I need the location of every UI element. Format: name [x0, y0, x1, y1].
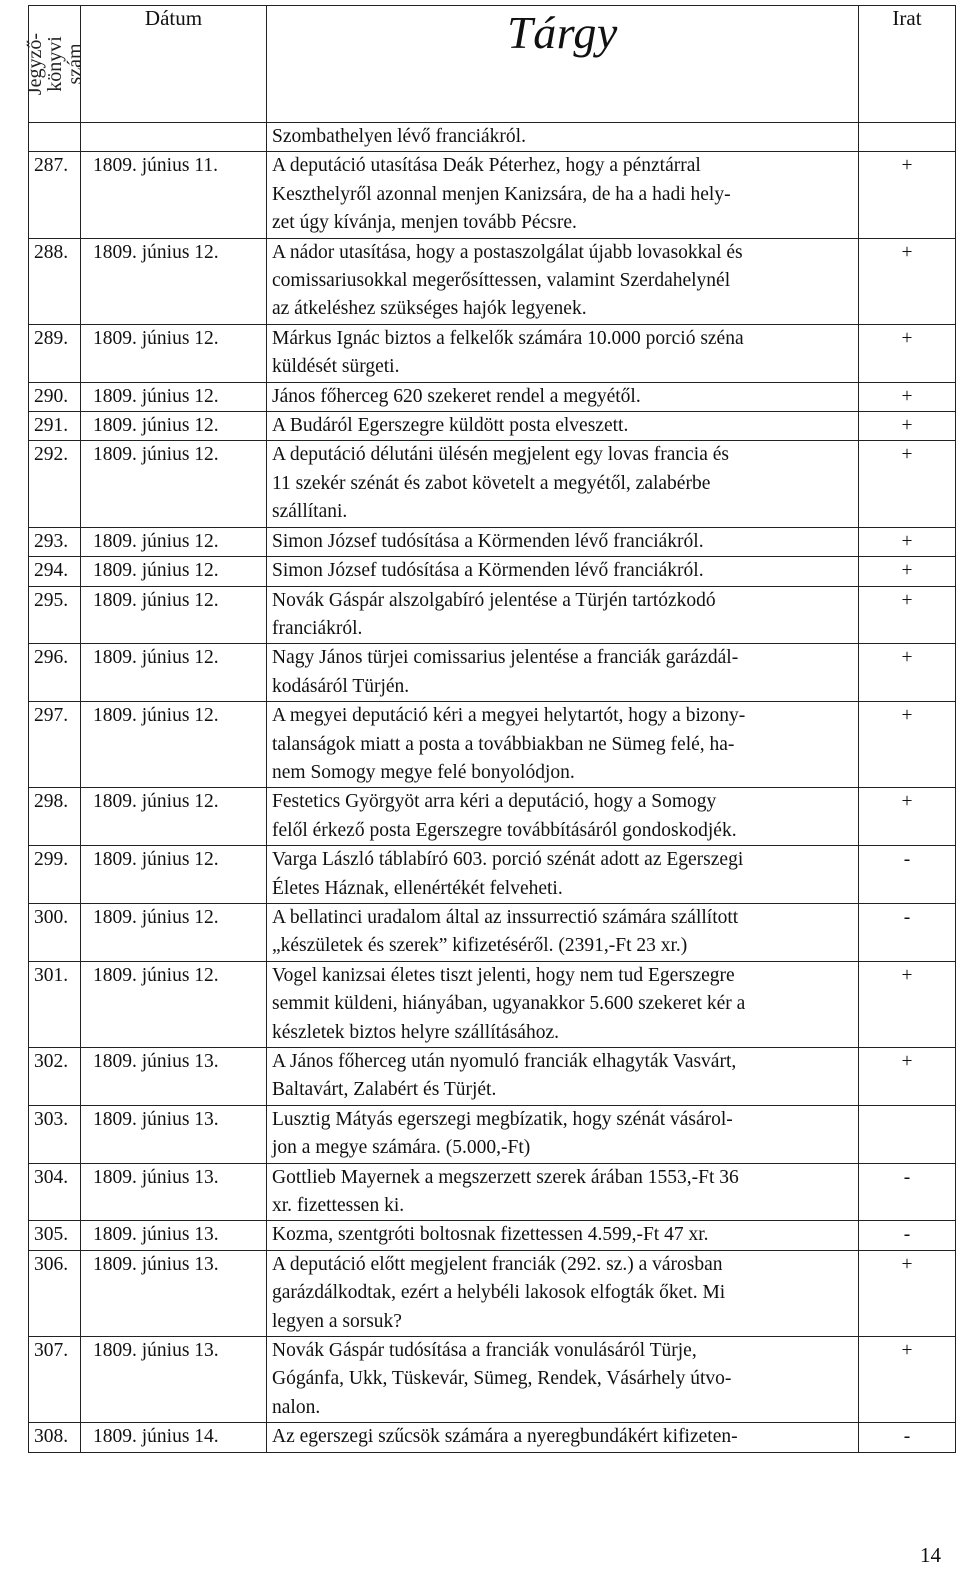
- record-number: 300.: [29, 903, 81, 961]
- subject-line: szállítani.: [272, 501, 348, 523]
- table-row: [29, 412, 956, 441]
- table-row: [29, 527, 956, 556]
- record-number: 293.: [29, 527, 81, 556]
- record-subject: [267, 324, 859, 382]
- page-number: 14: [920, 1543, 941, 1567]
- table-row: [29, 324, 956, 382]
- table-row: [29, 586, 956, 644]
- table-row: [29, 1048, 956, 1106]
- table-row: [29, 702, 956, 788]
- subject-line: A deputáció előtt megjelent franciák (292. sz.) a városban: [272, 1253, 723, 1275]
- record-subject: [267, 152, 859, 238]
- subject-line: legyen a sorsuk?: [272, 1310, 402, 1332]
- subject-line: A deputáció délutáni ülésén megjelent egy lovas francia és: [272, 444, 730, 466]
- header-subject: Tárgy: [267, 6, 859, 123]
- record-subject: [267, 1337, 859, 1423]
- record-subject: [267, 1250, 859, 1336]
- record-subject: [267, 903, 859, 961]
- record-number: 294.: [29, 557, 81, 586]
- subject-line: Kozma, szentgróti boltosnak fizettessen 4.599,-Ft 47 xr.: [272, 1224, 709, 1246]
- table-row: [29, 903, 956, 961]
- table-row: [29, 1163, 956, 1221]
- continuation-subject: Szombathelyen lévő franciákról.: [267, 123, 859, 152]
- record-subject: [267, 1163, 859, 1221]
- record-number: 299.: [29, 846, 81, 904]
- subject-line: talanságok miatt a posta a továbbiakban ne Sümeg felé, ha-: [272, 733, 735, 755]
- record-number: 291.: [29, 412, 81, 441]
- record-document-mark: -: [859, 1163, 956, 1221]
- table-row: [29, 1423, 956, 1452]
- subject-line: jon a megye számára. (5.000,-Ft): [272, 1137, 531, 1159]
- record-document-mark: +: [859, 961, 956, 1047]
- record-document-mark: +: [859, 1048, 956, 1106]
- subject-line: felől érkező posta Egerszegre továbbításáról gondoskodjék.: [272, 819, 737, 841]
- subject-line: A Budáról Egerszegre küldött posta elveszett.: [272, 415, 629, 437]
- table-row: [29, 961, 956, 1047]
- record-number: 287.: [29, 152, 81, 238]
- register-table: [23, 5, 956, 1453]
- record-subject: [267, 1105, 859, 1163]
- table-row: [29, 557, 956, 586]
- record-number: 298.: [29, 788, 81, 846]
- record-document-mark: +: [859, 382, 956, 411]
- subject-line: Varga László táblabíró 603. porció szénát adott az Egerszegi: [272, 849, 744, 871]
- subject-line: Az egerszegi szűcsök számára a nyeregbundákért kifizeten-: [272, 1426, 738, 1448]
- record-document-mark: +: [859, 527, 956, 556]
- subject-line: Nagy János türjei comissarius jelentése a franciák garázdál-: [272, 647, 739, 669]
- record-document-mark: +: [859, 324, 956, 382]
- record-date: 1809. június 13.: [81, 1250, 267, 1336]
- record-number: 296.: [29, 644, 81, 702]
- record-document-mark: +: [859, 644, 956, 702]
- subject-line: nalon.: [272, 1396, 321, 1418]
- table-row: [29, 238, 956, 324]
- subject-line: A János főherceg után nyomuló franciák elhagyták Vasvárt,: [272, 1051, 737, 1072]
- table-row: [29, 1105, 956, 1163]
- record-document-mark: +: [859, 702, 956, 788]
- record-number: 308.: [29, 1423, 81, 1452]
- record-number: 289.: [29, 324, 81, 382]
- subject-line: János főherceg 620 szekeret rendel a megyétől.: [272, 385, 641, 407]
- record-number: 295.: [29, 586, 81, 644]
- record-subject: [267, 788, 859, 846]
- record-document-mark: [859, 1105, 956, 1163]
- subject-line: comissariusokkal megerősíttessen, valamint Szerdahelynél: [272, 270, 731, 292]
- record-date: 1809. június 13.: [81, 1048, 267, 1106]
- table-row: [29, 152, 956, 238]
- record-number: 288.: [29, 238, 81, 324]
- record-number: 305.: [29, 1221, 81, 1250]
- subject-line: „készületek és szerek” kifizetéséről. (2391,-Ft 23 xr.): [272, 935, 688, 957]
- record-subject: [267, 527, 859, 556]
- record-subject: [267, 1048, 859, 1106]
- record-subject: [267, 1423, 859, 1452]
- subject-line: semmit küldeni, hiányában, ugyanakkor 5.600 szekeret kér a: [272, 993, 746, 1015]
- record-date: 1809. június 12.: [81, 903, 267, 961]
- record-document-mark: -: [859, 1423, 956, 1452]
- record-date: 1809. június 13.: [81, 1105, 267, 1163]
- subject-line: franciákról.: [272, 617, 363, 639]
- subject-line: nem Somogy megye felé bonyolódjon.: [272, 761, 575, 783]
- table-row: [29, 1337, 956, 1423]
- record-subject: [267, 412, 859, 441]
- record-document-mark: +: [859, 1337, 956, 1423]
- subject-line: A bellatinci uradalom által az inssurrectió számára szállított: [272, 906, 739, 928]
- record-number: 302.: [29, 1048, 81, 1106]
- header-row: [29, 6, 956, 123]
- record-subject: [267, 961, 859, 1047]
- subject-line: A megyei deputáció kéri a megyei helytartót, hogy a bizony-: [272, 705, 746, 727]
- header-document: Irat: [859, 6, 956, 123]
- header-record-number-label: Jegyző- könyvi szám: [23, 32, 86, 96]
- subject-line: xr. fizettessen ki.: [272, 1195, 405, 1217]
- record-number: 306.: [29, 1250, 81, 1336]
- table-row: [29, 441, 956, 527]
- record-date: 1809. június 12.: [81, 382, 267, 411]
- subject-line: Simon József tudósítása a Körmenden lévő franciákról.: [272, 530, 704, 552]
- record-subject: [267, 644, 859, 702]
- record-date: 1809. június 13.: [81, 1337, 267, 1423]
- record-document-mark: +: [859, 152, 956, 238]
- subject-line: Gottlieb Mayernek a megszerzett szerek árában 1553,-Ft 36: [272, 1166, 739, 1188]
- record-document-mark: -: [859, 846, 956, 904]
- table-row: [29, 846, 956, 904]
- subject-line: A nádor utasítása, hogy a postaszolgálat újabb lovasokkal és: [272, 241, 743, 263]
- table-row: [29, 1221, 956, 1250]
- record-date: 1809. június 11.: [81, 152, 267, 238]
- record-date: 1809. június 12.: [81, 324, 267, 382]
- subject-line: Festetics Györgyöt arra kéri a deputáció, hogy a Somogy: [272, 791, 717, 813]
- subject-line: Simon József tudósítása a Körmenden lévő franciákról.: [272, 560, 704, 582]
- subject-line: Márkus Ignác biztos a felkelők számára 10.000 porció széna: [272, 327, 744, 349]
- record-date: 1809. június 12.: [81, 527, 267, 556]
- subject-line: Vogel kanizsai életes tiszt jelenti, hogy nem tud Egerszegre: [272, 964, 735, 986]
- subject-line: Baltavárt, Zalabért és Türjét.: [272, 1079, 497, 1101]
- subject-line: Gógánfa, Ukk, Tüskevár, Sümeg, Rendek, Vásárhely útvo-: [272, 1368, 732, 1390]
- record-date: 1809. június 12.: [81, 412, 267, 441]
- continuation-row: [29, 123, 956, 152]
- record-date: 1809. június 12.: [81, 238, 267, 324]
- record-subject: [267, 702, 859, 788]
- record-subject: [267, 846, 859, 904]
- record-date: 1809. június 12.: [81, 961, 267, 1047]
- subject-line: A deputáció utasítása Deák Péterhez, hogy a pénztárral: [272, 155, 701, 177]
- record-date: 1809. június 12.: [81, 788, 267, 846]
- subject-line: Novák Gáspár tudósítása a franciák vonulásáról Türje,: [272, 1340, 697, 1362]
- record-number: 303.: [29, 1105, 81, 1163]
- record-document-mark: +: [859, 412, 956, 441]
- record-document-mark: +: [859, 441, 956, 527]
- table-row: [29, 382, 956, 411]
- subject-line: Életes Háznak, ellenértékét felveheti.: [272, 877, 563, 899]
- record-document-mark: +: [859, 1250, 956, 1336]
- record-date: 1809. június 14.: [81, 1423, 267, 1452]
- record-document-mark: +: [859, 788, 956, 846]
- subject-line: Lusztig Mátyás egerszegi megbízatik, hogy szénát vásárol-: [272, 1108, 733, 1130]
- record-date: 1809. június 13.: [81, 1221, 267, 1250]
- subject-line: garázdálkodtak, ezért a helybéli lakosok elfogták őket. Mi: [272, 1282, 726, 1304]
- table-row: [29, 1250, 956, 1336]
- record-number: 307.: [29, 1337, 81, 1423]
- record-subject: [267, 238, 859, 324]
- record-subject: [267, 586, 859, 644]
- subject-line: 11 szekér szénát és zabot követelt a megyétől, zalabérbe: [272, 472, 711, 494]
- table-row: [29, 788, 956, 846]
- record-number: 301.: [29, 961, 81, 1047]
- record-subject: [267, 1221, 859, 1250]
- subject-line: zet úgy kívánja, menjen tovább Pécsre.: [272, 212, 577, 234]
- record-number: 292.: [29, 441, 81, 527]
- header-date: Dátum: [81, 6, 267, 123]
- record-subject: [267, 557, 859, 586]
- record-date: 1809. június 12.: [81, 644, 267, 702]
- record-subject: [267, 382, 859, 411]
- subject-line: küldését sürgeti.: [272, 356, 400, 378]
- record-date: 1809. június 12.: [81, 441, 267, 527]
- record-date: 1809. június 12.: [81, 586, 267, 644]
- record-date: 1809. június 12.: [81, 702, 267, 788]
- record-document-mark: -: [859, 1221, 956, 1250]
- table-row: [29, 644, 956, 702]
- subject-line: kodásáról Türjén.: [272, 675, 410, 697]
- subject-line: Keszthelyről azonnal menjen Kanizsára, de ha a hadi hely-: [272, 183, 731, 205]
- subject-line: az átkeléshez szükséges hajók legyenek.: [272, 298, 587, 320]
- record-date: 1809. június 13.: [81, 1163, 267, 1221]
- header-record-number: [23, 6, 86, 123]
- record-document-mark: +: [859, 586, 956, 644]
- record-date: 1809. június 12.: [81, 846, 267, 904]
- record-date: 1809. június 12.: [81, 557, 267, 586]
- record-document-mark: +: [859, 238, 956, 324]
- subject-line: készletek biztos helyre szállításához.: [272, 1021, 559, 1043]
- subject-line: Novák Gáspár alszolgabíró jelentése a Türjén tartózkodó: [272, 589, 716, 611]
- record-document-mark: -: [859, 903, 956, 961]
- record-subject: [267, 441, 859, 527]
- record-number: 297.: [29, 702, 81, 788]
- record-number: 290.: [29, 382, 81, 411]
- record-number: 304.: [29, 1163, 81, 1221]
- record-document-mark: +: [859, 557, 956, 586]
